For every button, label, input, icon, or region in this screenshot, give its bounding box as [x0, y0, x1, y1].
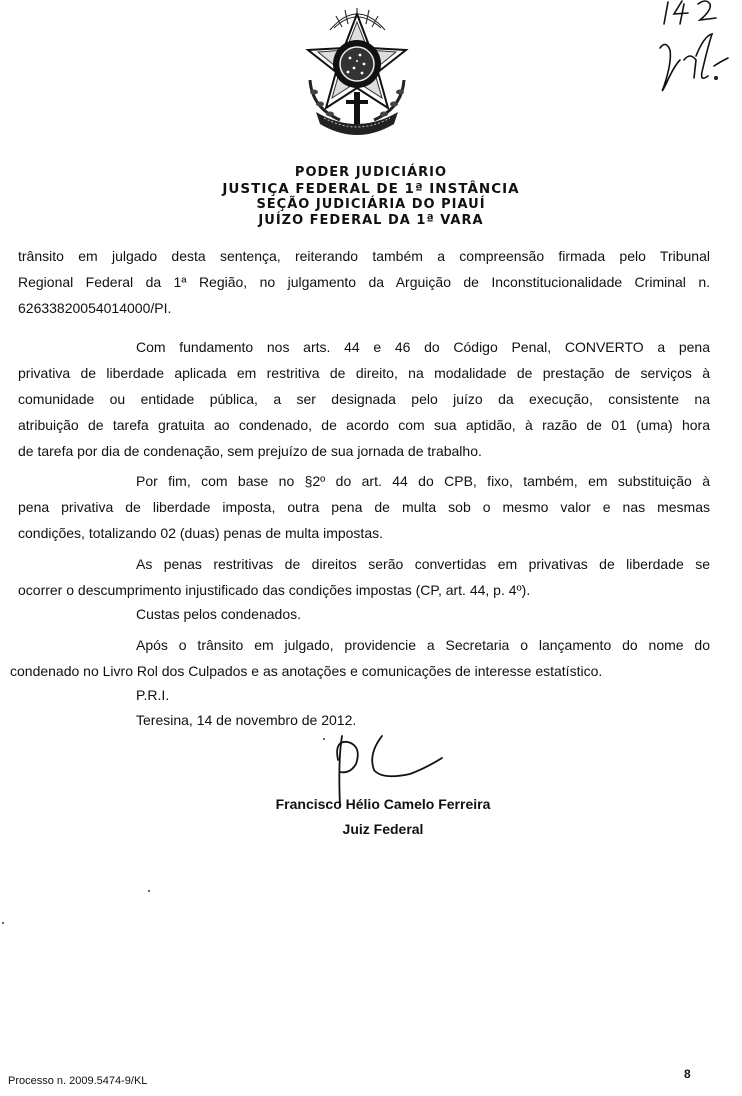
header-juizo-federal: JUÍZO FEDERAL DA 1ª VARA [258, 213, 484, 228]
paragraph-line: comunidade ou entidade pública, a ser designada pelo juízo da execução, consistente na [18, 391, 710, 407]
paragraph-line: ocorrer o descumprimento injustificado das condições impostas (CP, art. 44, p. 4º). [18, 582, 531, 598]
paragraph-line: de tarefa por dia de condenação, sem prejuízo de sua jornada de trabalho. [18, 443, 482, 459]
paragraph-line: Após o trânsito em julgado, providencie a Secretaria o lançamento do nome do [136, 637, 710, 653]
process-number: Processo n. 2009.5474-9/KL [8, 1075, 148, 1087]
coat-of-arms-seal [290, 0, 425, 140]
speck [323, 738, 325, 740]
speck [148, 890, 150, 892]
pri-notice: P.R.I. [136, 687, 170, 703]
paragraph-line: 62633820054014000/PI. [18, 300, 172, 316]
page-number: 8 [684, 1067, 691, 1081]
paragraph-line: pena privativa de liberdade imposta, outra pena de multa sob o mesmo valor e nas mesmas [18, 499, 710, 515]
header-secao-judiciaria: SEÇÃO JUDICIÁRIA DO PIAUÍ [256, 197, 486, 212]
place-date: Teresina, 14 de novembro de 2012. [136, 712, 357, 728]
handwritten-page-number [660, 0, 722, 26]
paragraph-line: condenado no Livro Rol dos Culpados e as anotações e comunicações de interesse estatístico. [10, 663, 603, 679]
paragraph-line: Custas pelos condenados. [136, 606, 301, 622]
header-justica-federal: JUSTIÇA FEDERAL DE 1ª INSTÂNCIA [222, 181, 520, 197]
handwritten-initials [650, 26, 732, 96]
paragraph-line: trânsito em julgado desta sentença, reiterando também a compreensão firmada pelo Tribunal [18, 248, 710, 264]
paragraph-line: Com fundamento nos arts. 44 e 46 do Código Penal, CONVERTO a pena [136, 339, 710, 355]
header-poder-judiciario: PODER JUDICIÁRIO [294, 165, 448, 180]
paragraph-line: Por fim, com base no §2º do art. 44 do CPB, fixo, também, em substituição à [136, 473, 710, 489]
signer-role: Juiz Federal [342, 821, 424, 837]
speck [2, 922, 4, 924]
paragraph-line: privativa de liberdade aplicada em restritiva de direito, na modalidade de prestação de serviços à [18, 365, 710, 381]
paragraph-line: Regional Federal da 1ª Região, no julgamento da Arguição de Inconstitucionalidade Criminal n. [18, 274, 710, 290]
paragraph-line: As penas restritivas de direitos serão convertidas em privativas de liberdade se [136, 556, 710, 572]
paragraph-line: condições, totalizando 02 (duas) penas de multa impostas. [18, 525, 383, 541]
signer-name: Francisco Hélio Camelo Ferreira [275, 796, 491, 812]
paragraph-line: atribuição de tarefa gratuita ao condenado, de acordo com sua aptidão, à razão de 01 (uma) hora [18, 417, 710, 433]
